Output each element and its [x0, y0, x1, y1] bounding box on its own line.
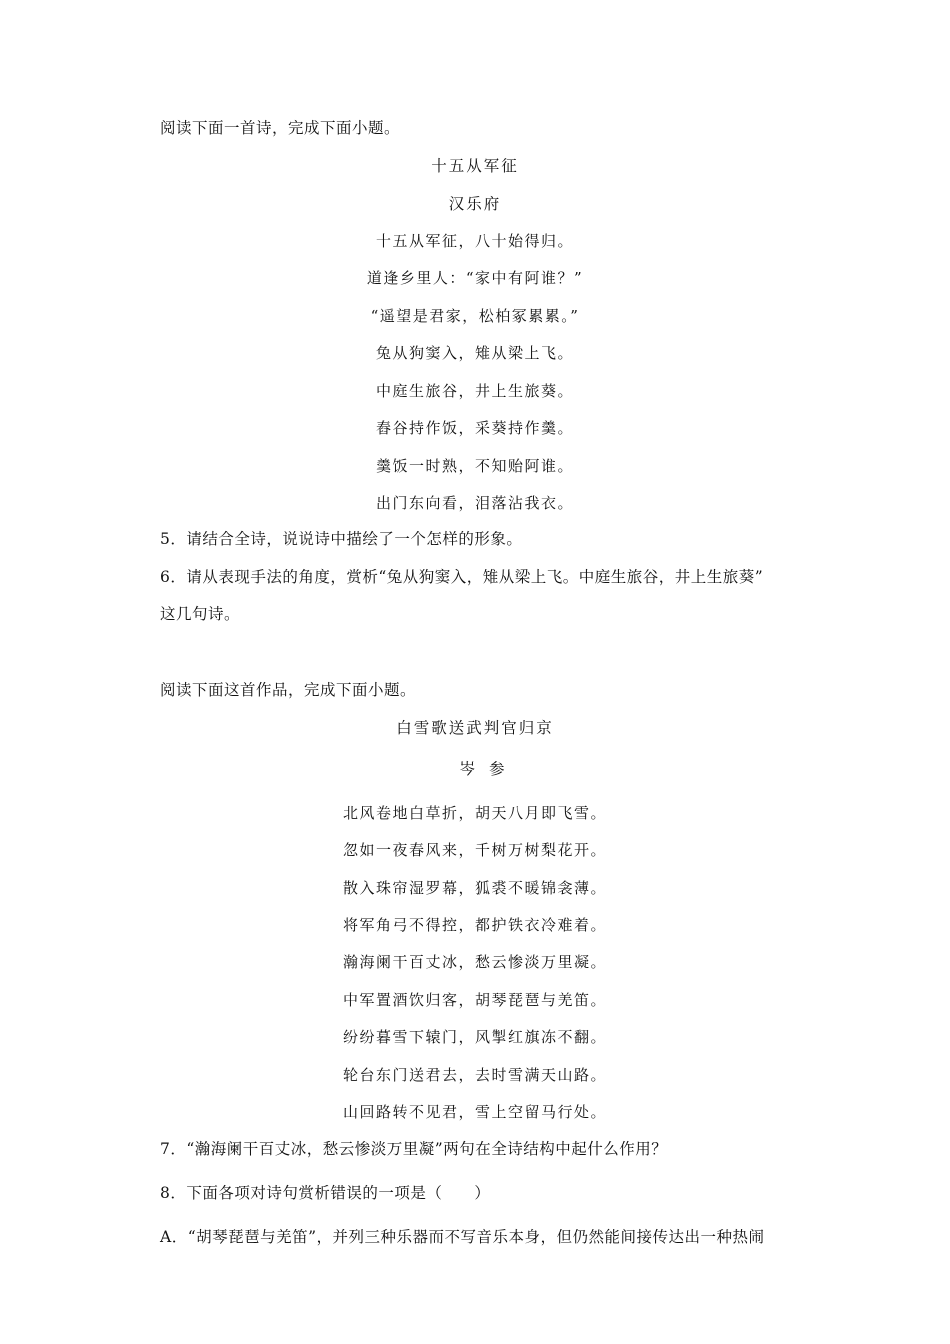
- poem1-line: 兔从狗窦入，雉从梁上飞。: [375, 344, 574, 362]
- poem1-line: 羹饭一时熟，不知贻阿谁。: [375, 457, 574, 475]
- poem1-line: 十五从军征，八十始得归。: [375, 232, 574, 250]
- section2-intro: 阅读下面这首作品，完成下面小题。: [160, 681, 417, 699]
- question-7: 7．“瀚海阑干百丈冰，愁云惨淡万里凝”两句在全诗结构中起什么作用？: [160, 1140, 668, 1158]
- question-8: 8．下面各项对诗句赏析错误的一项是（ ）: [160, 1184, 491, 1202]
- poem2-title: 白雪歌送武判官归京: [396, 719, 554, 737]
- poem2-line: 轮台东门送君去，去时雪满天山路。: [342, 1066, 607, 1084]
- poem2-line: 瀚海阑干百丈冰，愁云惨淡万里凝。: [342, 953, 607, 971]
- poem1-line: 中庭生旅谷，井上生旅葵。: [375, 382, 574, 400]
- poem2-line: 散入珠帘湿罗幕，狐裘不暖锦衾薄。: [342, 879, 607, 897]
- poem1-line: 道逢乡里人：“家中有阿谁？”: [366, 269, 584, 287]
- question-8-option-a: A．“胡琴琵琶与羌笛”，并列三种乐器而不写音乐本身，但仍然能间接传达出一种热闹: [160, 1228, 765, 1246]
- poem2-line: 忽如一夜春风来，千树万树梨花开。: [342, 841, 607, 859]
- question-5: 5．请结合全诗，说说诗中描绘了一个怎样的形象。: [160, 530, 523, 548]
- poem1-title: 十五从军征: [431, 157, 519, 175]
- poem1-author: 汉乐府: [448, 195, 502, 213]
- poem2-line: 北风卷地白草折，胡天八月即飞雪。: [342, 804, 607, 822]
- poem2-line: 中军置酒饮归客，胡琴琵琶与羌笛。: [342, 991, 607, 1009]
- poem2-line: 纷纷暮雪下辕门，风掣红旗冻不翻。: [342, 1028, 607, 1046]
- poem1-line: 舂谷持作饭，采葵持作羹。: [375, 419, 574, 437]
- poem1-line: 出门东向看，泪落沾我衣。: [375, 494, 574, 512]
- poem2-author: 岑参: [459, 760, 519, 778]
- question-6-line2: 这几句诗。: [160, 605, 241, 623]
- question-6-line1: 6．请从表现手法的角度，赏析“兔从狗窦入，雉从梁上飞。中庭生旅谷，井上生旅葵”: [160, 568, 764, 586]
- poem2-line: 山回路转不见君，雪上空留马行处。: [342, 1103, 607, 1121]
- poem2-line: 将军角弓不得控，都护铁衣冷难着。: [342, 916, 607, 934]
- section1-intro: 阅读下面一首诗，完成下面小题。: [160, 119, 401, 137]
- poem1-line: “遥望是君家，松柏冢累累。”: [370, 307, 580, 325]
